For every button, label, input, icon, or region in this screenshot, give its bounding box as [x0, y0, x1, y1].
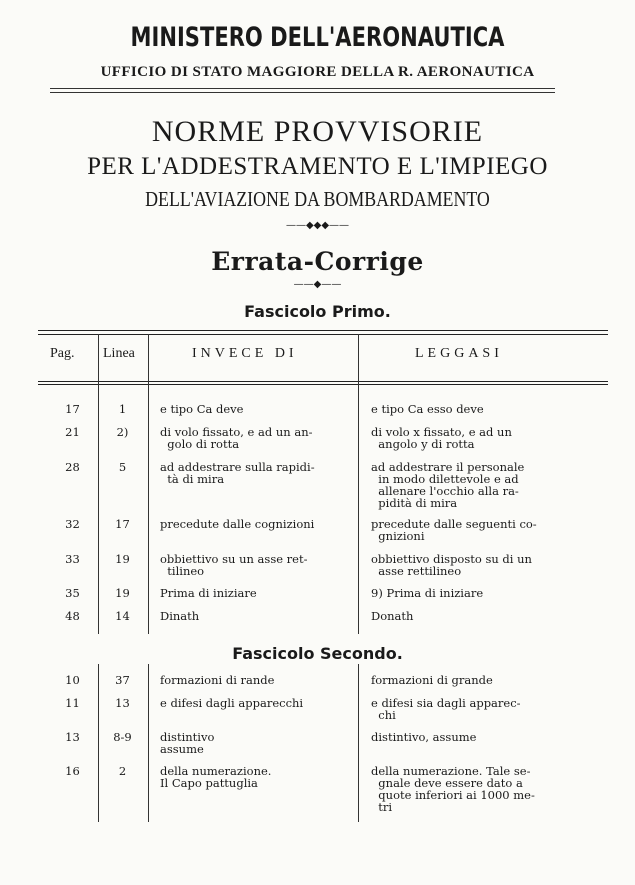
column-line [358, 334, 359, 634]
cell-linea: 1 [118, 402, 127, 416]
cell-linea: 2 [118, 764, 127, 778]
cell-pag: 32 [65, 517, 80, 531]
cell-pag: 35 [65, 586, 80, 600]
cell-pag: 11 [65, 696, 80, 710]
cell-leggasi: di volo x fissato, e ad un angolo y di rotta [371, 425, 512, 451]
section-title-primo: Fascicolo Primo. [244, 302, 391, 321]
cell-pag: 28 [65, 460, 80, 474]
cell-leggasi: e difesi sia dagli apparec- chi [371, 696, 521, 722]
column-header-pag: Pag. [50, 346, 75, 361]
cell-pag: 33 [65, 552, 80, 566]
cell-invece: formazioni di rande [160, 673, 275, 687]
document-subtitle-2: DELL'AVIAZIONE DA BOMBARDAMENTO [145, 187, 490, 211]
cell-invece: obbiettivo su un asse ret- tilineo [160, 552, 308, 578]
column-line [358, 664, 359, 822]
cell-leggasi: Donath [371, 609, 414, 623]
cell-linea: 2) [116, 425, 129, 439]
cell-invece: e difesi dagli apparecchi [160, 696, 304, 710]
document-title: NORME PROVVISORIE [151, 115, 484, 148]
cell-leggasi: e tipo Ca esso deve [371, 402, 484, 416]
table-top-rule-2 [38, 334, 608, 335]
cell-invece: distintivo assume [160, 730, 215, 756]
ornament-divider-2: ——◆—— [293, 279, 342, 290]
table-header-rule [38, 381, 608, 382]
cell-pag: 16 [65, 764, 80, 778]
cell-linea: 8-9 [113, 730, 132, 744]
cell-linea: 37 [115, 673, 130, 687]
table-top-rule [38, 330, 608, 331]
column-line [98, 664, 99, 822]
cell-linea: 14 [115, 609, 130, 623]
document-subtitle: PER L'ADDESTRAMENTO E L'IMPIEGO [87, 153, 548, 180]
cell-invece: di volo fissato, e ad un an- golo di rotta [160, 425, 313, 451]
column-header-leggasi: LEGGASI [415, 346, 503, 361]
cell-leggasi: della numerazione. Tale se- gnale deve essere dato a quote inferiori ai 1000 me- tri [371, 764, 535, 814]
cell-pag: 21 [65, 425, 80, 439]
header-rule-2 [50, 92, 555, 93]
cell-invece: precedute dalle cognizioni [160, 517, 315, 531]
cell-invece: Dinath [160, 609, 200, 623]
column-line [148, 334, 149, 634]
cell-leggasi: formazioni di grande [371, 673, 493, 687]
cell-invece: Prima di iniziare [160, 586, 257, 600]
cell-leggasi: 9) Prima di iniziare [371, 586, 484, 600]
cell-linea: 13 [115, 696, 130, 710]
cell-linea: 19 [115, 552, 130, 566]
cell-invece: e tipo Ca deve [160, 402, 244, 416]
column-header-linea: Linea [103, 346, 135, 361]
section-title-secondo: Fascicolo Secondo. [232, 644, 403, 663]
column-header-invece: INVECE DI [192, 346, 298, 361]
cell-pag: 10 [65, 673, 80, 687]
cell-linea: 5 [118, 460, 127, 474]
column-line [148, 664, 149, 822]
cell-leggasi: ad addestrare il personale in modo dilettevole e ad allenare l'occhio alla ra- pidità di mira [371, 460, 525, 510]
cell-leggasi: obbiettivo disposto su di un asse rettilineo [371, 552, 532, 578]
cell-pag: 13 [65, 730, 80, 744]
ministry-heading: MINISTERO DELL'AERONAUTICA [130, 22, 505, 53]
cell-invece: della numerazione. Il Capo pattuglia [160, 764, 272, 790]
cell-pag: 48 [65, 609, 80, 623]
office-subheading: UFFICIO DI STATO MAGGIORE DELLA R. AERONAUTICA [100, 64, 535, 80]
ornament-divider: ——◆◆◆—— [285, 220, 350, 231]
cell-linea: 19 [115, 586, 130, 600]
cell-leggasi: distintivo, assume [371, 730, 477, 744]
cell-invece: ad addestrare sulla rapidi- tà di mira [160, 460, 315, 486]
column-line [98, 334, 99, 634]
header-rule [50, 88, 555, 89]
errata-title: Errata-Corrige [211, 247, 424, 276]
cell-leggasi: precedute dalle seguenti co- gnizioni [371, 517, 537, 543]
cell-pag: 17 [65, 402, 80, 416]
cell-linea: 17 [115, 517, 130, 531]
table-header-rule-2 [38, 384, 608, 385]
